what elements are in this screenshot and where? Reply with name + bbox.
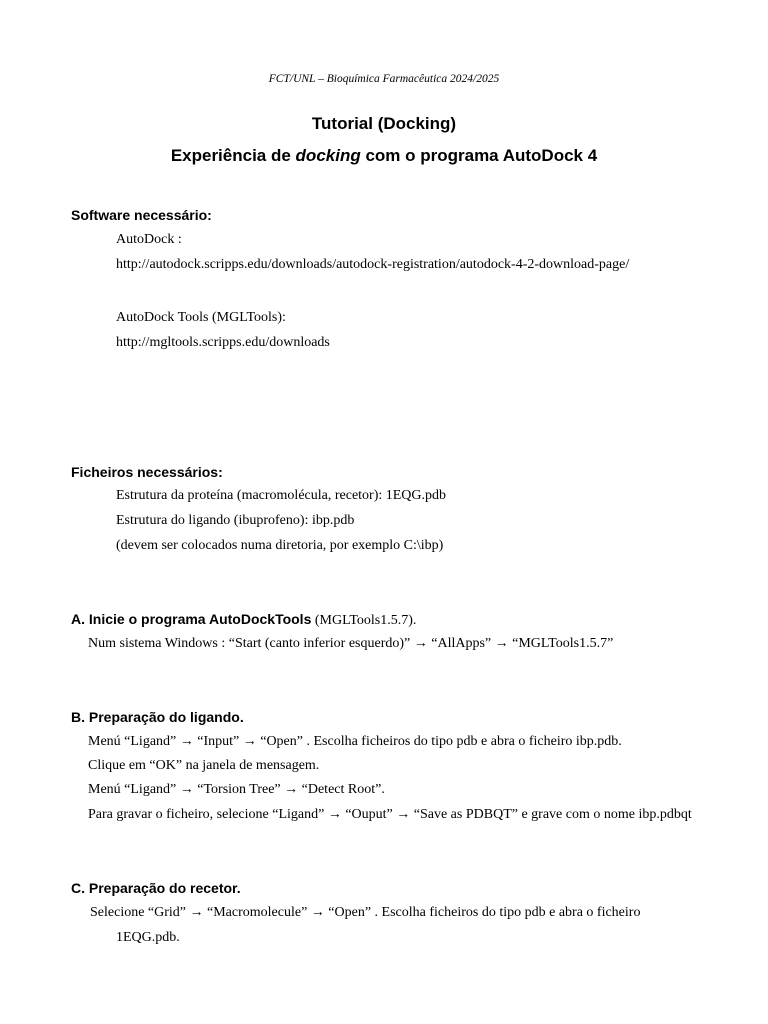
title-line-2-before: Experiência de — [170, 146, 296, 165]
files-line: Estrutura da proteína (macromolécula, recetor): 1EQG.pdb — [116, 488, 447, 503]
tools-label: AutoDock Tools (MGLTools): — [116, 310, 286, 325]
files-line: Estrutura do ligando (ibuprofeno): ibp.pdb — [116, 513, 355, 528]
section-b-line: Menú “Ligand” → “Torsion Tree” → “Detect Root”. — [88, 782, 385, 797]
page-header: FCT/UNL – Bioquímica Farmacêutica 2024/2025 — [268, 73, 500, 85]
section-a-heading-bold: A. Inicie o programa AutoDockTools — [71, 611, 312, 627]
title-line-2-after: com o programa AutoDock 4 — [360, 146, 598, 165]
section-b-line: Menú “Ligand” → “Input” → “Open” . Escolha ficheiros do tipo pdb e abra o ficheiro ibp.pdb. — [88, 734, 622, 749]
section-b-heading: B. Preparação do ligando. — [71, 709, 244, 725]
title-line-1: Tutorial (Docking) — [311, 114, 457, 133]
tools-url[interactable]: http://mgltools.scripps.edu/downloads — [116, 335, 330, 350]
section-c-line: Selecione “Grid” → “Macromolecule” → “Open” . Escolha ficheiros do tipo pdb e abra o ficheiro — [90, 905, 641, 920]
title-line-2-italic: docking — [295, 146, 361, 165]
autodock-label: AutoDock : — [116, 232, 182, 247]
files-heading: Ficheiros necessários: — [71, 464, 223, 480]
section-c-heading: C. Preparação do recetor. — [71, 880, 241, 896]
autodock-url[interactable]: http://autodock.scripps.edu/downloads/autodock-registration/autodock-4-2-download-page/ — [116, 257, 630, 272]
section-a-heading-extra: (MGLTools1.5.7). — [311, 613, 417, 628]
section-b-line: Para gravar o ficheiro, selecione “Ligand” → “Ouput” → “Save as PDBQT” e grave com o nome ibp.pdbqt — [88, 807, 692, 822]
section-b-line: Clique em “OK” na janela de mensagem. — [88, 758, 320, 773]
title-line-2 — [0, 146, 768, 166]
section-a-heading — [71, 611, 416, 629]
section-a-line: Num sistema Windows : “Start (canto inferior esquerdo)” → “AllApps” → “MGLTools1.5.7” — [88, 636, 614, 651]
files-line: (devem ser colocados numa diretoria, por exemplo C:\ibp) — [116, 538, 444, 553]
section-c-line: 1EQG.pdb. — [116, 930, 180, 945]
software-heading: Software necessário: — [71, 207, 212, 223]
